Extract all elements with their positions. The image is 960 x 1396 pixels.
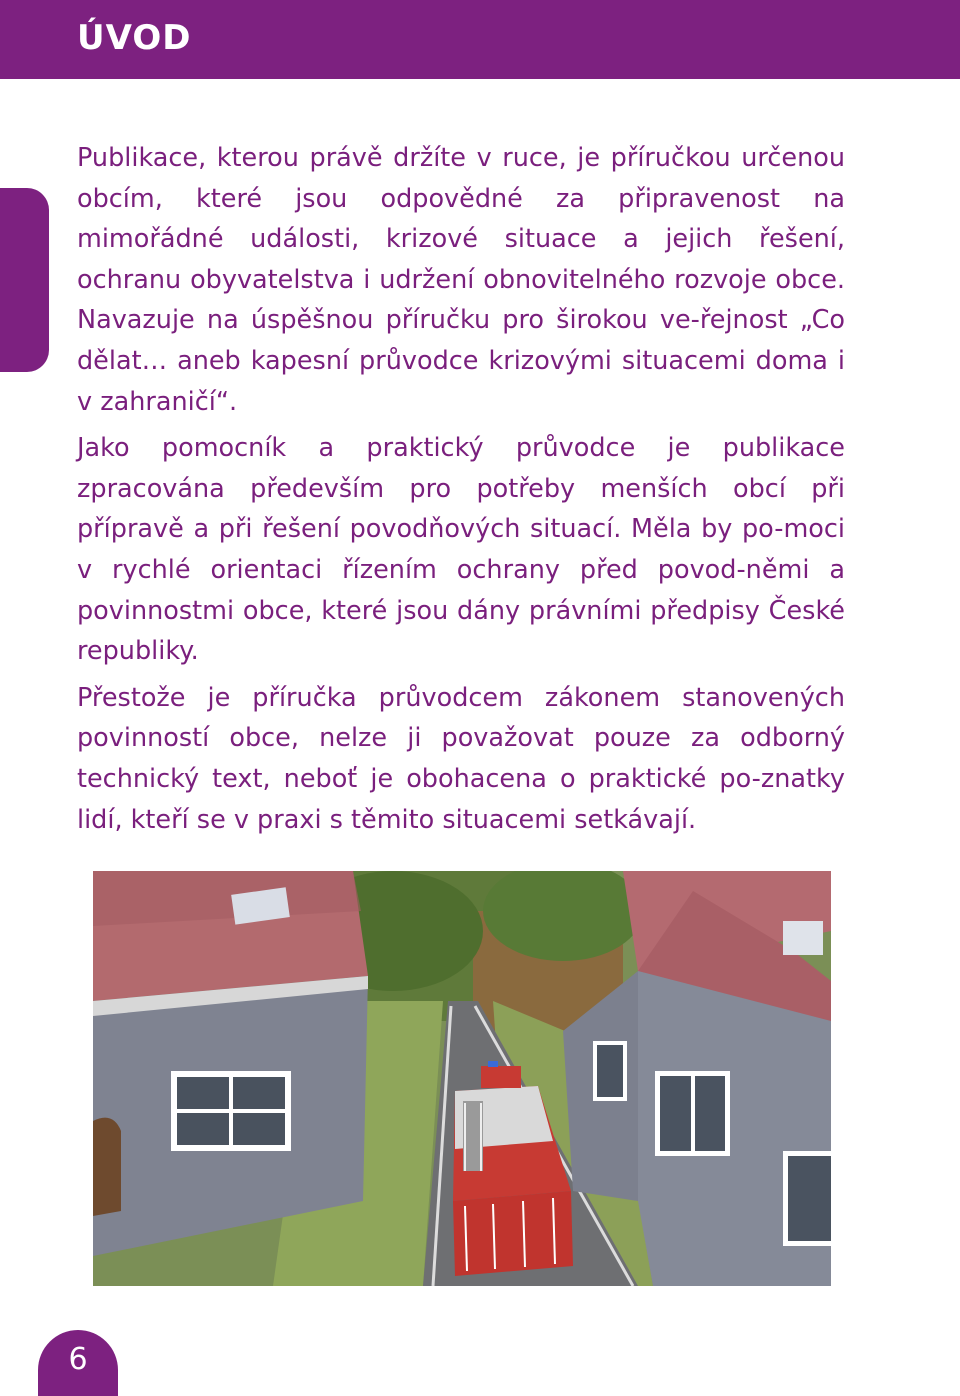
- street-scene-image: [93, 871, 831, 1286]
- header-bar: [0, 0, 960, 79]
- paragraph-3: Přestože je příručka průvodcem zákonem stanovených povinností obce, nelze ji považovat pouze za odborný technický text, neboť je obohacena o praktické po-znatky lidí, kteří se v praxi s těmito situacemi setkávají.: [77, 682, 845, 835]
- page-number: 6: [68, 1342, 88, 1377]
- body-text: [77, 138, 845, 846]
- section-title: ÚVOD: [77, 18, 192, 58]
- paragraph-2: Jako pomocník a praktický průvodce je publikace zpracována především pro potřeby menších obcí při přípravě a při řešení povodňových situací. Měla by po-moci v rychlé orientaci řízením ochrany před povod-němi a povinnostmi obce, které jsou dány právními předpisy České republiky.: [77, 433, 845, 667]
- side-tab-marker: [0, 188, 49, 372]
- fire-truck-illustration: [93, 871, 831, 1286]
- paragraph-1: Publikace, kterou právě držíte v ruce, je příručkou určenou obcím, které jsou odpovědné za připravenost na mimořádné události, krizové situace a jejich řešení, ochranu obyvatelstva i udržení obnovitelného rozvoje obce. Navazuje na úspěšnou příručku pro širokou ve-řejnost „Co dělat… aneb kapesní průvodce krizovými situacemi doma i v zahraničí“.: [77, 143, 845, 417]
- page-number-badge: [38, 1330, 118, 1396]
